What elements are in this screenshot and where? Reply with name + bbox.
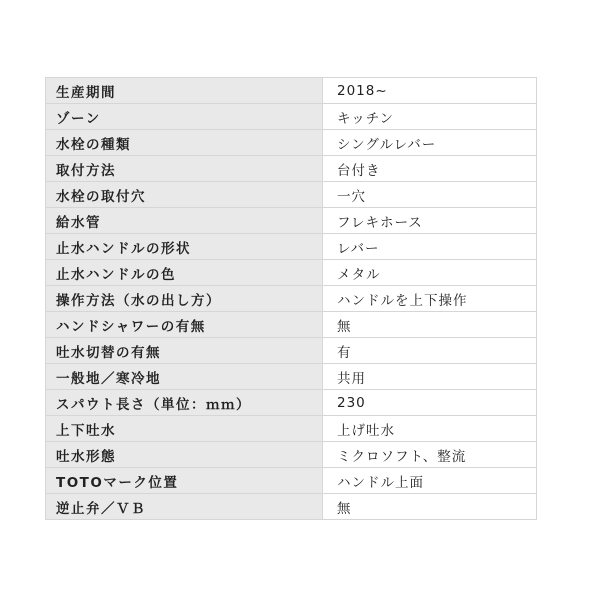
table-row: [46, 130, 537, 156]
row-label: 給水管: [46, 208, 323, 234]
table-row: [46, 416, 537, 442]
row-value: キッチン: [323, 104, 537, 130]
row-label: 止水ハンドルの形状: [46, 234, 323, 260]
row-label: 水栓の種類: [46, 130, 323, 156]
table-row: [46, 442, 537, 468]
table-row: [46, 390, 537, 416]
row-value: 有: [323, 338, 537, 364]
table-row: [46, 338, 537, 364]
row-value: ミクロソフト、整流: [323, 442, 537, 468]
table-row: [46, 364, 537, 390]
table-row: [46, 312, 537, 338]
row-value: 230: [323, 390, 537, 416]
row-value: シングルレバー: [323, 130, 537, 156]
row-label: スパウト長さ（単位：ｍｍ）: [46, 390, 323, 416]
row-label: 水栓の取付穴: [46, 182, 323, 208]
row-label: 吐水形態: [46, 442, 323, 468]
row-label: 吐水切替の有無: [46, 338, 323, 364]
table-row: [46, 156, 537, 182]
row-value: ハンドルを上下操作: [323, 286, 537, 312]
row-label: 上下吐水: [46, 416, 323, 442]
table-row: [46, 286, 537, 312]
row-label: TOTOマーク位置: [46, 468, 323, 494]
table-row: [46, 468, 537, 494]
row-label: 止水ハンドルの色: [46, 260, 323, 286]
row-label: 生産期間: [46, 78, 323, 104]
row-label: 逆止弁／ＶＢ: [46, 494, 323, 520]
row-value: ハンドル上面: [323, 468, 537, 494]
row-label: 一般地／寒冷地: [46, 364, 323, 390]
row-value: メタル: [323, 260, 537, 286]
spec-table: [45, 77, 537, 520]
row-label: ハンドシャワーの有無: [46, 312, 323, 338]
table-row: [46, 208, 537, 234]
row-value: レバー: [323, 234, 537, 260]
table-row: [46, 104, 537, 130]
row-value: 2018~: [323, 78, 537, 104]
row-value: 無: [323, 312, 537, 338]
row-value: 台付き: [323, 156, 537, 182]
row-value: 一穴: [323, 182, 537, 208]
row-label: 取付方法: [46, 156, 323, 182]
row-label: ゾーン: [46, 104, 323, 130]
table-row: [46, 234, 537, 260]
row-value: 上げ吐水: [323, 416, 537, 442]
row-label: 操作方法（水の出し方）: [46, 286, 323, 312]
table-row: [46, 260, 537, 286]
row-value: 無: [323, 494, 537, 520]
row-value: フレキホース: [323, 208, 537, 234]
table-row: [46, 78, 537, 104]
row-value: 共用: [323, 364, 537, 390]
table-row: [46, 182, 537, 208]
table-row: [46, 494, 537, 520]
